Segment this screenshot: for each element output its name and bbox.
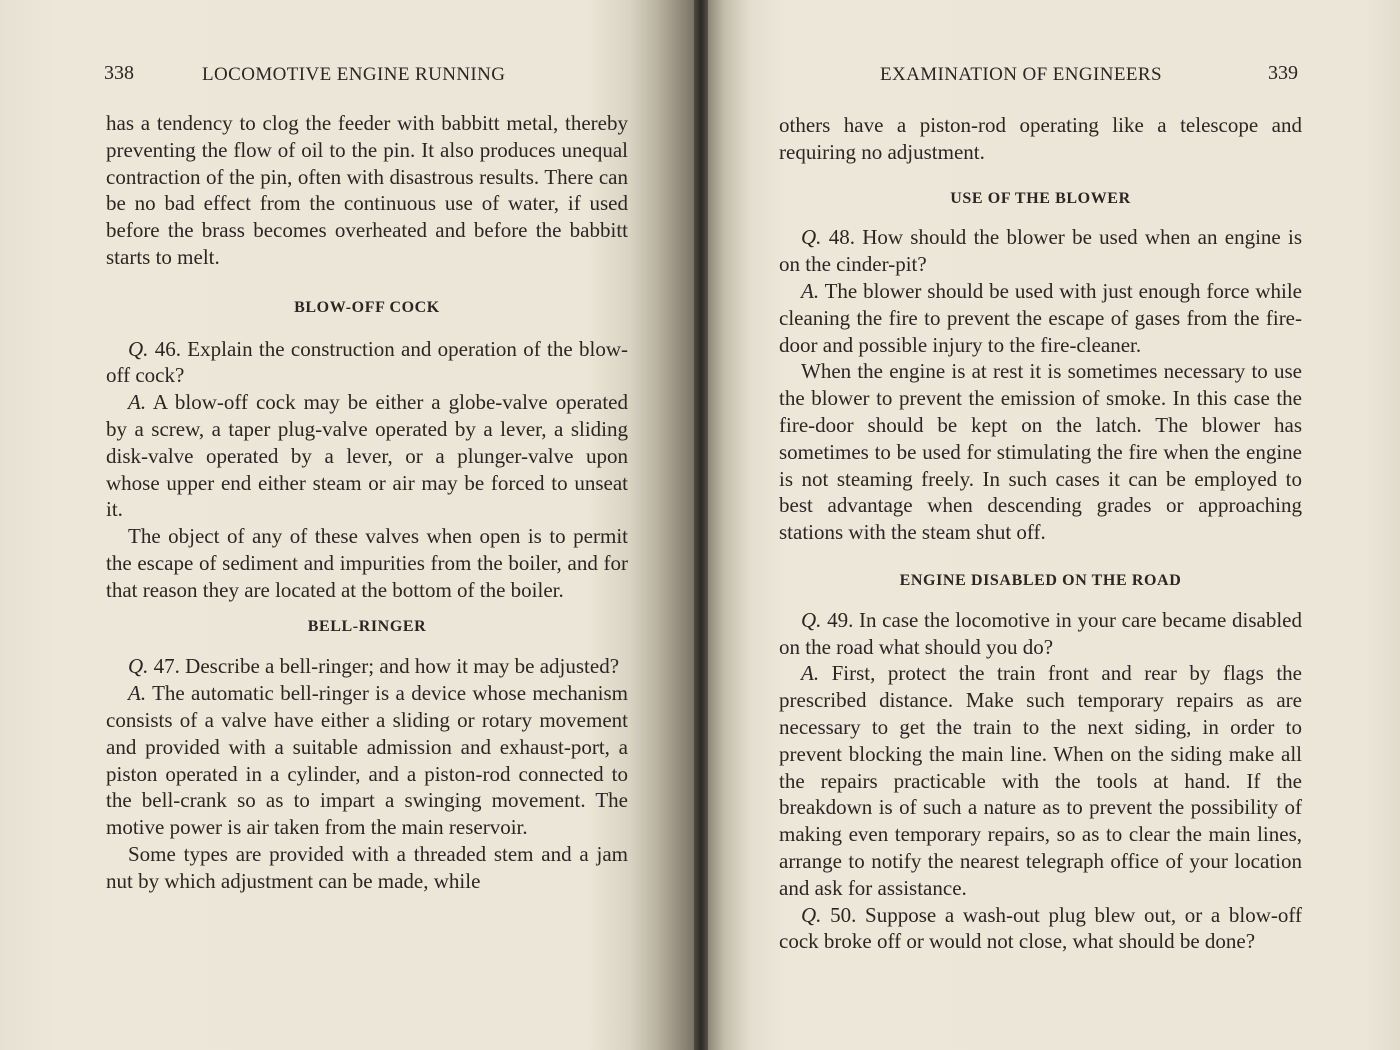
question-label: Q. <box>128 654 149 679</box>
book-gutter <box>694 0 708 1050</box>
answer-label: A. <box>801 278 820 303</box>
answer-paragraph <box>106 680 628 841</box>
answer-text: The automatic bell-ringer is a device whose mechanism consists of a valve have either a sliding or rotary movement and provided with a suitable admission and exhaust-port, a piston operated in a cylinder, and a piston-rod connected to the bell-crank so as to impart a swinging movement. The motive power is air taken from the main reservoir. <box>106 681 629 840</box>
section-heading: ENGINE DISABLED ON THE ROAD <box>899 571 1182 589</box>
continuation-paragraph: has a tendency to clog the feeder with babbitt metal, thereby preventing the flow of oil to the pin. It also produces unequal contraction of the pin, often with disastrous results. There can be no bad effect from the continuous use of water, if used before the brass becomes overheated and before the babbitt starts to melt. <box>106 111 628 269</box>
question-label: Q. <box>801 225 822 250</box>
answer-paragraph <box>779 660 1302 901</box>
running-head: EXAMINATION OF ENGINEERS <box>880 64 1162 85</box>
question-paragraph <box>106 653 628 680</box>
continuation-paragraph: others have a piston-rod operating like a telescope and requiring no adjustment. <box>779 113 1302 164</box>
section-heading: USE OF THE BLOWER <box>950 189 1131 207</box>
right-page <box>700 0 1400 1050</box>
left-text-block <box>106 110 628 895</box>
question-text: 46. Explain the construction and operation of the blow-off cock? <box>106 336 628 388</box>
section-heading: BELL-RINGER <box>307 617 427 635</box>
question-paragraph <box>106 336 628 390</box>
answer-text: A blow-off cock may be either a globe-valve operated by a screw, a taper plug-valve operated by a lever, a sliding disk-valve operated by a lever, or a plunger-valve upon whose upper end either steam or air may be forced to unseat it. <box>106 390 629 522</box>
question-label: Q. <box>801 607 822 632</box>
question-label: Q. <box>128 336 149 361</box>
question-text: 47. Describe a bell-ringer; and how it may be adjusted? <box>153 654 620 679</box>
body-paragraph: When the engine is at rest it is sometimes necessary to use the blower to prevent the emission of smoke. In this case the fire-door should be kept on the latch. The blower has sometimes to be used for stimulating the fire when the engine is not steaming freely. In such cases it can be employed to best advantage when descending grades or approaching stations with the steam shut off. <box>779 359 1302 545</box>
answer-paragraph <box>106 389 628 523</box>
body-paragraph: Some types are provided with a threaded stem and a jam nut by which adjustment can be made, while <box>106 841 628 893</box>
question-label: Q. <box>801 902 822 927</box>
answer-text: First, protect the train front and rear by flags the prescribed distance. Make such temporary repairs as are necessary to get the train to the next siding, in order to prevent blocking the main line. When on the siding make all the repairs practicable with the tools at hand. If the breakdown is of such a nature as to prevent the possibility of making even temporary repairs, so as to clear the main lines, arrange to notify the nearest telegraph office of your location and ask for assistance. <box>779 661 1302 900</box>
page-number: 338 <box>104 62 134 84</box>
question-text: 50. Suppose a wash-out plug blew out, or a blow-off cock broke off or would not close, what should be done? <box>779 902 1302 954</box>
question-paragraph <box>779 902 1302 956</box>
question-paragraph <box>779 224 1302 278</box>
question-paragraph <box>779 607 1302 661</box>
answer-label: A. <box>801 661 820 686</box>
answer-text: The blower should be used with just enough force while cleaning the fire to prevent the escape of gases from the fire-door and possible injury to the fire-cleaner. <box>779 278 1302 357</box>
question-text: 49. In case the locomotive in your care became disabled on the road what should you do? <box>779 607 1302 659</box>
page-number: 339 <box>1268 62 1298 84</box>
section-heading: BLOW-OFF COCK <box>294 298 440 316</box>
answer-label: A. <box>128 390 147 415</box>
answer-label: A. <box>128 681 147 706</box>
running-head: LOCOMOTIVE ENGINE RUNNING <box>202 64 506 85</box>
body-paragraph: The object of any of these valves when open is to permit the escape of sediment and impurities from the boiler, and for that reason they are located at the bottom of the boiler. <box>106 524 628 602</box>
answer-paragraph <box>779 278 1302 358</box>
question-text: 48. How should the blower be used when an engine is on the cinder-pit? <box>779 225 1302 277</box>
right-text-block <box>779 112 1302 955</box>
